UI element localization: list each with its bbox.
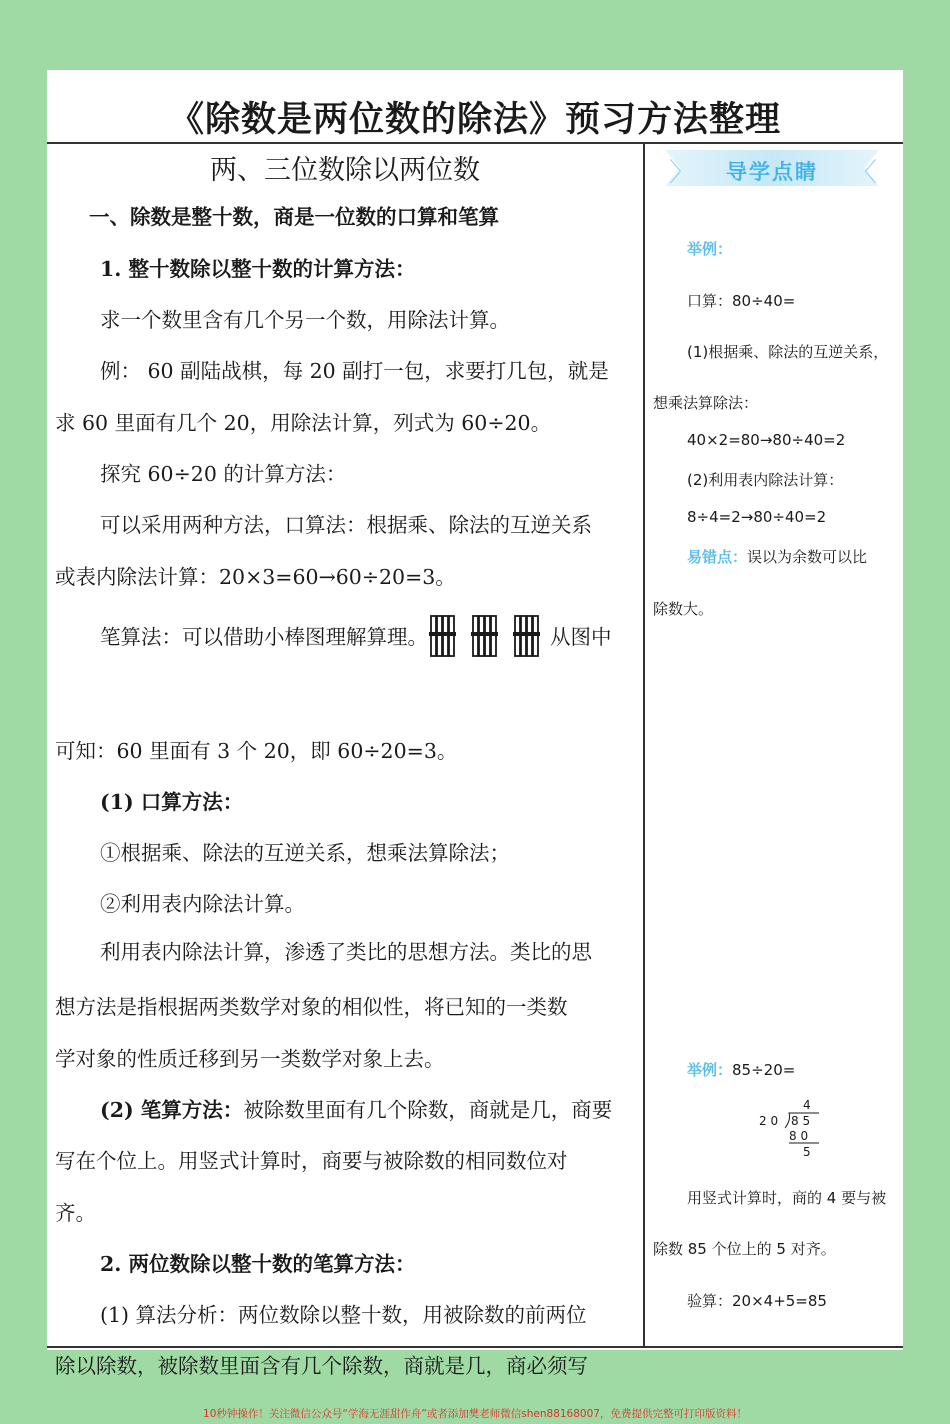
paragraph: 想方法是指根据两类数学对象的相似性，将已知的一类数 <box>55 995 568 1019</box>
paragraph-text: 从图中 <box>550 625 612 649</box>
paragraph: 可知：60 里面有 3 个 20，即 60÷20=3。 <box>55 739 458 763</box>
item-heading: 1. 整十数除以整十数的计算方法： <box>100 257 416 281</box>
sidebar-banner: 导学点睛 <box>726 160 818 184</box>
example-line: 求 60 里面有几个 20，用除法计算，列式为 60÷20。 <box>55 411 552 435</box>
bottom-divider <box>47 1346 903 1348</box>
ld-dividend: 8 5 <box>791 1114 811 1128</box>
paragraph: 写在个位上。用竖式计算时，商要与被除数的相同数位对 <box>55 1149 568 1173</box>
example-tag: 举例： <box>687 1061 733 1079</box>
chevron-right-icon: 〉 <box>669 158 696 188</box>
note-line: 口算：80÷40= <box>687 292 796 310</box>
note-line: 想乘法算除法： <box>653 394 759 412</box>
example-line: 例： 60 副陆战棋，每 20 副打一包，求要打几包，就是 <box>100 359 609 383</box>
error-tag: 易错点： <box>687 548 748 566</box>
paragraph: 学对象的性质迁移到另一类数学对象上去。 <box>55 1047 445 1071</box>
section-subtitle: 两、三位数除以两位数 <box>210 155 480 186</box>
chevron-left-icon: 〈 <box>851 158 878 188</box>
note-line: 8÷4=2→80÷40=2 <box>687 508 827 526</box>
paragraph-text: 被除数里面有几个除数，商就是几，商要 <box>243 1098 613 1122</box>
note-line: (2)利用表内除法计算： <box>687 471 844 489</box>
paragraph: 齐。 <box>55 1201 96 1225</box>
list-item: ②利用表内除法计算。 <box>100 892 305 916</box>
note-line <box>687 546 867 567</box>
sidebar-notes <box>645 144 903 1344</box>
worksheet-page <box>47 70 903 1378</box>
ld-divisor: 2 0 <box>759 1114 779 1128</box>
paragraph: 或表内除法计算：20×3=60→60÷20=3。 <box>55 565 456 589</box>
stick-bundle <box>429 616 456 656</box>
subheading-oral: (1) 口算方法： <box>100 790 244 814</box>
footer-promo: 10秒钟操作！关注微信公众号“学海无涯甜作舟”或者添加樊老师微信shen88168007，免费提供完整可打印版资料！ <box>203 1408 747 1420</box>
note-line <box>687 1059 795 1080</box>
note-line: 验算：20×4+5=85 <box>687 1292 827 1310</box>
section-heading: 一、除数是整十数，商是一位数的口算和笔算 <box>89 205 499 229</box>
note-line: 除数 85 个位上的 5 对齐。 <box>653 1240 836 1258</box>
note-line: 除数大。 <box>653 600 714 618</box>
stick-bundles-icon <box>428 614 550 658</box>
main-column <box>47 144 643 1378</box>
paragraph-text: 笔算法：可以借助小棒图理解算理。 <box>100 625 428 649</box>
note-line: 用竖式计算时，商的 4 要与被 <box>687 1189 887 1207</box>
example-tag: 举例： <box>687 240 733 258</box>
division-bracket-icon <box>783 1112 823 1148</box>
subheading-written: (2) 笔算方法： <box>100 1098 244 1122</box>
note-line: 40×2=80→80÷40=2 <box>687 431 846 449</box>
ld-remainder: 5 <box>803 1145 811 1159</box>
list-item: ①根据乘、除法的互逆关系，想乘法算除法； <box>100 841 510 865</box>
paragraph: 除以除数，被除数里面含有几个除数，商就是几，商必须写 <box>55 1354 588 1378</box>
stick-bundle <box>471 616 498 656</box>
ld-product: 8 0 <box>789 1129 809 1143</box>
paragraph: 利用表内除法计算，渗透了类比的思想方法。类比的思 <box>100 940 592 964</box>
paragraph <box>100 614 612 663</box>
stick-bundles-figure <box>428 614 550 663</box>
note-text: 误以为余数可以比 <box>747 548 868 566</box>
paragraph <box>100 1093 612 1123</box>
ld-quotient: 4 <box>803 1098 811 1112</box>
stick-bundle <box>513 616 540 656</box>
paragraph: 可以采用两种方法，口算法：根据乘、除法的互逆关系 <box>100 513 592 537</box>
paragraph: 求一个数里含有几个另一个数，用除法计算。 <box>100 308 510 332</box>
paragraph: 探究 60÷20 的计算方法： <box>100 462 347 486</box>
note-text: 85÷20= <box>732 1061 796 1079</box>
paragraph: (1) 算法分析：两位数除以整十数，用被除数的前两位 <box>100 1303 587 1327</box>
page-title: 《除数是两位数的除法》预习方法整理 <box>168 99 781 140</box>
note-line: (1)根据乘、除法的互逆关系， <box>687 343 889 361</box>
item-heading: 2. 两位数除以整十数的笔算方法： <box>100 1252 416 1276</box>
